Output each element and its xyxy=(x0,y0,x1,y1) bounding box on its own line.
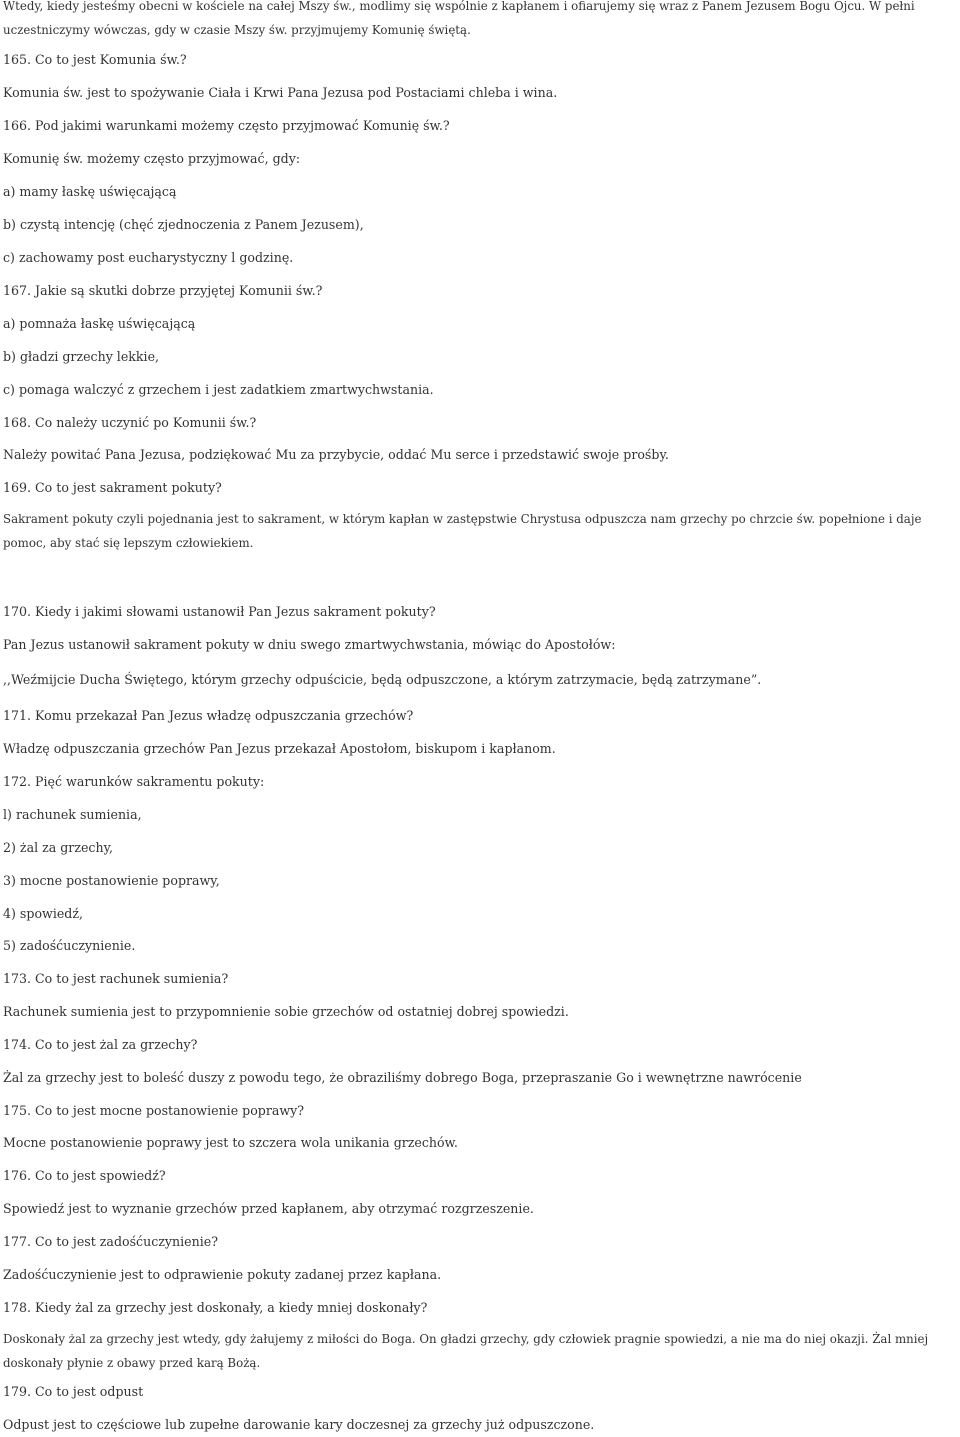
text-line: 169. Co to jest sakrament pokuty? xyxy=(3,480,222,495)
text-line: 173. Co to jest rachunek sumienia? xyxy=(3,971,229,986)
text-line: 177. Co to jest zadośćuczynienie? xyxy=(3,1234,218,1249)
text-line: b) czystą intencję (chęć zjednoczenia z Panem Jezusem), xyxy=(3,217,364,232)
text-line: 166. Pod jakimi warunkami możemy często przyjmować Komunię św.? xyxy=(3,118,450,133)
text-line: 170. Kiedy i jakimi słowami ustanowił Pan Jezus sakrament pokuty? xyxy=(3,604,436,619)
text-line: Zadośćuczynienie jest to odprawienie pokuty zadanej przez kapłana. xyxy=(3,1267,442,1282)
text-line: 174. Co to jest żal za grzechy? xyxy=(3,1037,198,1052)
text-line: Odpust jest to częściowe lub zupełne darowanie kary doczesnej za grzechy już odpuszczone. xyxy=(3,1417,595,1432)
text-line: Sakrament pokuty czyli pojednania jest to sakrament, w którym kapłan w zastępstwie Chrystusa odpuszcza nam grzechy po chrzcie św. popełnione i daje pomoc, aby stać się lepszym człowiekiem. xyxy=(3,512,922,550)
text-line: 4) spowiedź, xyxy=(3,906,83,921)
text-line: 172. Pięć warunków sakramentu pokuty: xyxy=(3,774,265,789)
text-line: c) pomaga walczyć z grzechem i jest zadatkiem zmartwychwstania. xyxy=(3,382,434,397)
text-line: 178. Kiedy żal za grzechy jest doskonały, a kiedy mniej doskonały? xyxy=(3,1300,428,1315)
text-line: 3) mocne postanowienie poprawy, xyxy=(3,873,220,888)
text-line: 175. Co to jest mocne postanowienie poprawy? xyxy=(3,1103,305,1118)
text-line: 179. Co to jest odpust xyxy=(3,1384,144,1399)
text-line: 2) żal za grzechy, xyxy=(3,840,114,855)
text-line: ,,Weźmijcie Ducha Świętego, którym grzechy odpuścicie, będą odpuszczone, a którym zatrzymacie, będą zatrzymane”. xyxy=(3,672,762,687)
text-line: 168. Co należy uczynić po Komunii św.? xyxy=(3,415,257,430)
text-line: Spowiedź jest to wyznanie grzechów przed kapłanem, aby otrzymać rozgrzeszenie. xyxy=(3,1201,534,1216)
text-line: Należy powitać Pana Jezusa, podziękować Mu za przybycie, oddać Mu serce i przedstawić swoje prośby. xyxy=(3,447,669,462)
text-line: Pan Jezus ustanowił sakrament pokuty w dniu swego zmartwychwstania, mówiąc do Apostołów: xyxy=(3,637,616,652)
text-line: Doskonały żal za grzechy jest wtedy, gdy żałujemy z miłości do Boga. On gładzi grzechy, gdy człowiek pragnie spowiedzi, a nie ma do niej okazji. Żal mniej doskonały płynie z obawy przed karą Bożą. xyxy=(3,1332,929,1370)
text-line: b) gładzi grzechy lekkie, xyxy=(3,349,160,364)
text-line: 167. Jakie są skutki dobrze przyjętej Komunii św.? xyxy=(3,283,323,298)
text-line: l) rachunek sumienia, xyxy=(3,807,142,822)
text-line: c) zachowamy post eucharystyczny l godzinę. xyxy=(3,250,294,265)
text-line: 165. Co to jest Komunia św.? xyxy=(3,52,187,67)
text-line: Mocne postanowienie poprawy jest to szczera wola unikania grzechów. xyxy=(3,1135,458,1150)
text-line: Władzę odpuszczania grzechów Pan Jezus przekazał Apostołom, biskupom i kapłanom. xyxy=(3,741,556,756)
text-line: Wtedy, kiedy jesteśmy obecni w kościele na całej Mszy św., modlimy się wspólnie z kapłanem i ofiarujemy się wraz z Panem Jezusem Bogu Ojcu. W pełni uczestniczymy wówczas, gdy w czasie Mszy św. przyjmujemy Komunię świętą. xyxy=(3,0,915,37)
text-line: 5) zadośćuczynienie. xyxy=(3,938,136,953)
text-line: a) pomnaża łaskę uświęcającą xyxy=(3,316,196,331)
text-line: Rachunek sumienia jest to przypomnienie sobie grzechów od ostatniej dobrej spowiedzi. xyxy=(3,1004,569,1019)
text-line: a) mamy łaskę uświęcającą xyxy=(3,184,177,199)
text-line: Komunię św. możemy często przyjmować, gdy: xyxy=(3,151,301,166)
text-line: 171. Komu przekazał Pan Jezus władzę odpuszczania grzechów? xyxy=(3,708,414,723)
text-line: 176. Co to jest spowiedź? xyxy=(3,1168,166,1183)
text-line: Żal za grzechy jest to boleść duszy z powodu tego, że obraziliśmy dobrego Boga, przepraszanie Go i wewnętrzne nawrócenie xyxy=(3,1070,802,1085)
text-line: Komunia św. jest to spożywanie Ciała i Krwi Pana Jezusa pod Postaciami chleba i wina. xyxy=(3,85,558,100)
